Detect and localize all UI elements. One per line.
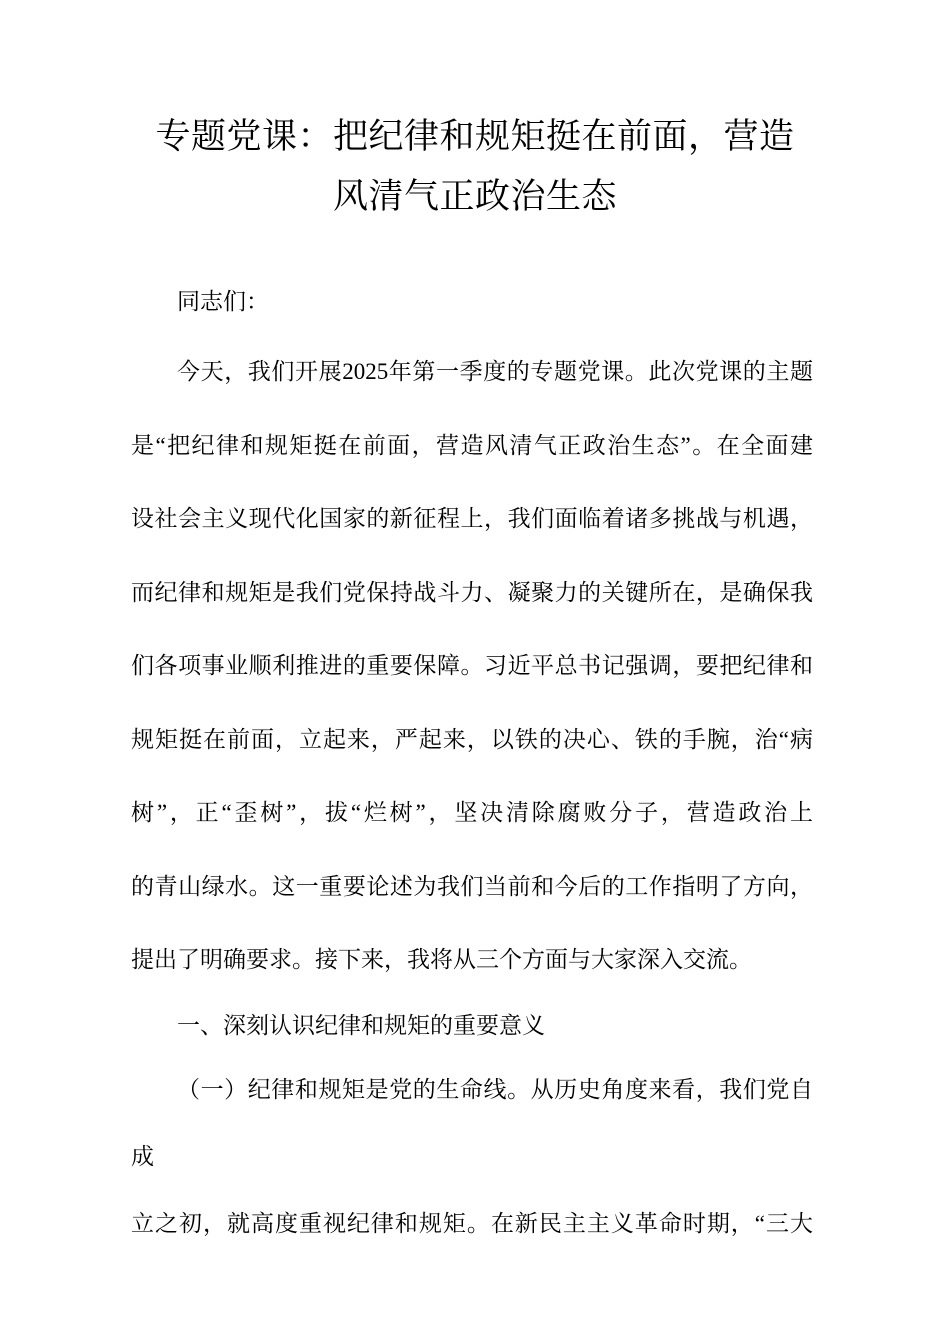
section-heading-1 [131, 989, 813, 1062]
salutation-paragraph [131, 265, 813, 338]
body-line: 规矩挺在前面，立起来，严起来，以铁的决心、铁的手腕，治“病 [131, 726, 813, 752]
document-title [0, 107, 950, 227]
body-line: 立之初，就高度重视纪律和规矩。在新民主主义革命时期，“三大 [131, 1211, 813, 1236]
body-line: 提出了明确要求。接下来，我将从三个方面与大家深入交流。 [131, 947, 752, 972]
body-line: 们各项事业顺利推进的重要保障。习近平总书记强调，要把纪律和 [131, 653, 813, 678]
body-line: 而纪律和规矩是我们党保持战斗力、凝聚力的关键所在，是确保我 [131, 579, 813, 605]
body-line: 是“把纪律和规矩挺在前面，营造风清气正政治生态”。在全面建 [131, 432, 813, 458]
section-heading-line: 一、深刻认识纪律和规矩的重要意义 [177, 1013, 545, 1038]
title-line-1: 专题党课：把纪律和规矩挺在前面，营造 [155, 117, 795, 156]
body-line: 树”，正“歪树”，拔“烂树”，坚决清除腐败分子，营造政治上 [131, 800, 813, 825]
body-line: 今天，我们开展2025年第一季度的专题党课。此次党课的主题 [177, 359, 813, 384]
intro-paragraph [131, 335, 813, 997]
section-1-paragraph [131, 1056, 813, 1257]
body-line: 设社会主义现代化国家的新征程上，我们面临着诸多挑战与机遇， [131, 506, 813, 531]
body-line: （一）纪律和规矩是党的生命线。从历史角度来看，我们党自成 [131, 1077, 813, 1169]
title-line-2: 风清气正政治生态 [332, 177, 617, 216]
body-line: 的青山绿水。这一重要论述为我们当前和今后的工作指明了方向， [131, 873, 813, 899]
salutation-line: 同志们： [177, 289, 269, 314]
